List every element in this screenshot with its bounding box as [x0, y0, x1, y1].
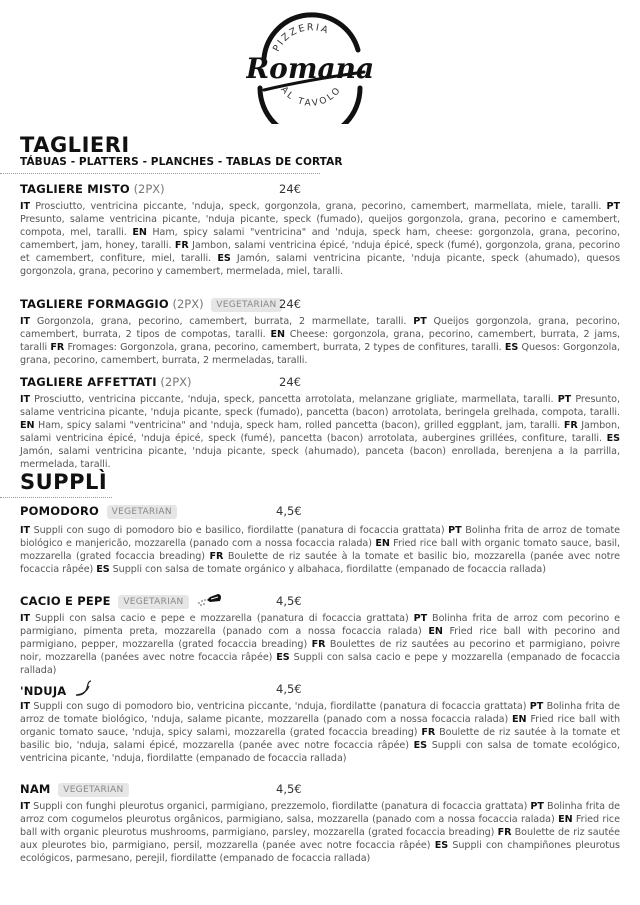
item-name: TAGLIERE MISTO [20, 182, 130, 196]
menu-item-nduja [20, 680, 620, 765]
item-name: NAM [20, 782, 51, 796]
menu-item-nam [20, 780, 620, 865]
item-price: 24€ [279, 375, 301, 389]
item-description: IT Suppli con funghi pleurotus organici, parmigiano, prezzemolo, fiordilatte (panatura di focaccia grattata) PT Bolinha frita de arroz com cogumelos pleurotus orgânicos, parmigiano, salsa, mozzarella (panado com a nossa focaccia ralada) EN Fried rice ball with organic pleurotus mushrooms, parmigiano, parsley, mozzarella (grated focaccia breading) FR Boulette de riz sautée aux pleurotes bio, parmigiano, persil, mozzarella (panée avec notre focaccia râpée) ES Suppli con champiñones pleurotus ecológicos, parmesano, perejil, fiordilatte (empanado de focaccia rallada) [20, 801, 621, 865]
menu-item-tagliere-formaggio [20, 295, 620, 367]
item-price: 24€ [279, 297, 301, 311]
item-name: TAGLIERE FORMAGGIO [20, 297, 169, 311]
logo-bottom-text: AL TAVOLO [278, 84, 345, 109]
item-name: POMODORO [20, 504, 99, 518]
item-portion: (2PX) [160, 375, 192, 389]
item-portion: (2PX) [133, 182, 165, 196]
item-price: 4,5€ [276, 782, 302, 796]
menu-item-tagliere-affettati [20, 373, 620, 472]
section-subtitle-taglieri: TÁBUAS - PLATTERS - PLANCHES - TABLAS DE CORTAR [20, 156, 343, 168]
item-price: 4,5€ [276, 504, 302, 518]
item-name: CACIO E PEPE [20, 594, 111, 608]
item-name: 'NDUJA [20, 684, 67, 698]
item-description: IT Suppli con sugo di pomodoro bio e basilico, fiordilatte (panatura di focaccia grattata) PT Bolinha frita de arroz de tomate biológico e manjericão, mozzarella (panado com a nossa focaccia ralada) EN Fried rice ball with organic tomato sauce, basil, mozzarella (grated focaccia breading) FR Boulette de riz sautée à la tomate et basilic bio, mozzarella (panée avec notre focaccia râpée) ES Suppli con salsa de tomate orgánico y albahaca, fiordilatte (empanado de focaccia rallada) [20, 525, 621, 576]
item-description: IT Suppli con salsa cacio e pepe e mozzarella (panatura di focaccia grattata) PT Bolinha frita de arroz com pecorino e parmigiano, pimenta preta, mozzarella (panado com a nossa focaccia ralada) EN Fried rice ball with pecorino and parmigiano, pepper, mozzarella (grated focaccia breading) FR Boulettes de riz sautées au pecorino et parmigiano, poivre noir, mozzarella (panées avec notre focaccia râpée) ES Suppli con salsa cacio e pepe y mozzarella (empanado de focaccia rallada) [20, 613, 621, 677]
section-divider [0, 497, 112, 498]
item-portion: (2PX) [172, 297, 204, 311]
pizzeria-romana-logo [246, 6, 374, 124]
item-price: 24€ [279, 182, 301, 196]
chili-pepper-icon [74, 680, 94, 703]
item-description: IT Suppli con sugo di pomodoro bio, ventricina piccante, 'nduja, fiordilatte (panatura di focaccia grattata) PT Bolinha frita de arroz de tomate biológico, 'nduja, salame picante, mozzarella (panado com a nossa focaccia ralada) EN Fried rice ball with organic tomato sauce, 'nduja, spicy salami, mozzarella (grated focaccia breading) FR Boulette de riz sautée à la tomate et basilic bio, 'nduja, salami épicé, mozzarella (panée avec notre focaccia râpée) ES Suppli con salsa de tomate ecológico, ventricina picante, 'nduja, fiordilatte (empanado de focaccia rallada) [20, 701, 621, 765]
svg-text:AL TAVOLO [278, 84, 344, 108]
item-description: IT Gorgonzola, grana, pecorino, camembert, burrata, 2 marmellate, taralli. PT Queijos gorgonzola, grana, pecorino, camembert, burrata, 2 tipos de compotas, taralli. EN Cheese: gorgonzola, grana, pecorino, camembert, burrata, 2 jams, taralli FR Fromages: Gorgonzola, grana, pecorino, camembert, burrata, 2 types de confitures, taralli. ES Quesos: Gorgonzola, grana, pecorino, camembert, burrata, 2 mermeladas, taralli. [20, 316, 621, 367]
vegetarian-badge: VEGETARIAN [118, 595, 188, 609]
item-description: IT Prosciutto, ventricina piccante, 'nduja, speck, gorgonzola, grana, pecorino, camembert, marmellata, miele, taralli. PT Presunto, salame ventricina picante, 'nduja picante, speck (fumado), queijos gorgonzola, grana, pecorino e camembert, compota, mel, taralli. EN Ham, spicy salami "ventricina" and 'nduja, speck ham, cheese: gorgonzola, grana, pecorino, camembert, jam, honey, taralli. FR Jambon, salami ventricina épicé, 'nduja épicé, speck (fumé), gorgonzola, grana, pecorino et camembert, confiture, miel, taralli. ES Jamón, salami ventricina picante, 'nduja picante, speck (ahumado), quesos gorgonzola, grana, pecorino y camembert, mermelada, miel, taralli. [20, 201, 621, 278]
vegetarian-badge: VEGETARIAN [211, 298, 281, 312]
section-title-taglieri: TAGLIERI [20, 133, 130, 157]
section-title-suppli: SUPPLÌ [20, 470, 108, 494]
menu-item-tagliere-misto [20, 180, 620, 279]
section-divider [0, 173, 320, 174]
pepper-grinder-icon [196, 592, 222, 611]
vegetarian-badge: VEGETARIAN [58, 783, 128, 797]
menu-item-pomodoro [20, 502, 620, 576]
logo-brand-text: Romana [246, 52, 374, 85]
vegetarian-badge: VEGETARIAN [107, 505, 177, 519]
item-description: IT Prosciutto, ventricina piccante, 'nduja, speck, pancetta arrotolata, melanzane grigliate, marmellata, taralli. PT Presunto, salame ventricina picante, 'nduja picante, speck (fumado), pancetta (bacon) arrotolata, beringela grelhada, compota, taralli. EN Ham, spicy salami "ventricina" and 'nduja, speck ham, rolled pancetta (bacon), grilled eggplant, jam, taralli. FR Jambon, salami ventricina épicé, 'nduja épicé, speck (fumé), pancetta (bacon) arrotolata, aubergines grillées, confiture, taralli. ES Jamón, salami ventricina picante, 'nduja picante, speck (ahumado), panceta (bacon) enrollada, berenjena a la parrilla, mermelada, taralli. [20, 394, 621, 471]
logo-top-text: PIZZERIA [271, 22, 332, 54]
item-price: 4,5€ [276, 682, 302, 696]
item-name: TAGLIERE AFFETTATI [20, 375, 157, 389]
logo-graphic [246, 6, 374, 124]
item-price: 4,5€ [276, 594, 302, 608]
menu-item-cacio-e-pepe [20, 592, 620, 677]
